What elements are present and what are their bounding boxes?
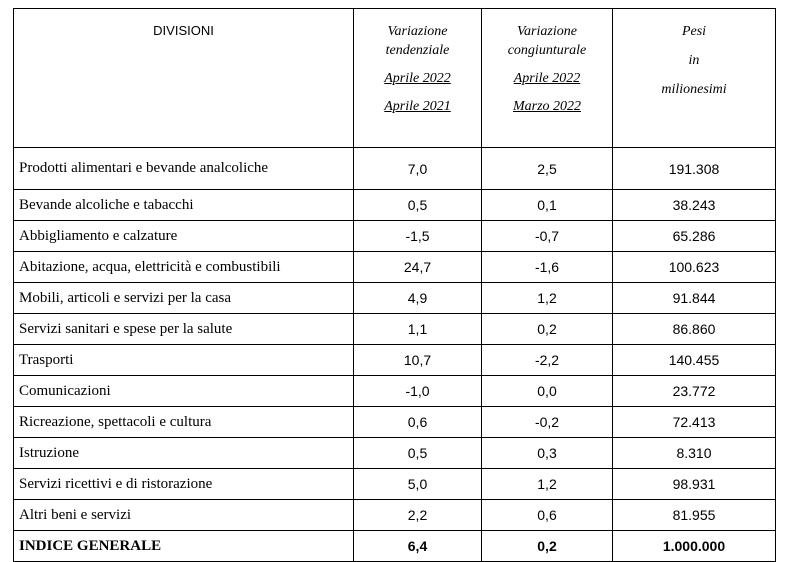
row-congiunturale: -2,2 bbox=[482, 345, 613, 376]
header-tendenziale-line2: tendenziale bbox=[385, 43, 450, 58]
row-divisione: Servizi sanitari e spese per la salute bbox=[14, 314, 354, 345]
header-tendenziale-line1: Variazione bbox=[387, 24, 448, 39]
row-pesi: 86.860 bbox=[613, 314, 776, 345]
row-tendenziale: 10,7 bbox=[354, 345, 482, 376]
row-tendenziale: 1,1 bbox=[354, 314, 482, 345]
table-row bbox=[14, 438, 776, 469]
row-tendenziale: 0,6 bbox=[354, 407, 482, 438]
header-congiunturale-line1: Variazione bbox=[517, 24, 577, 39]
table-row bbox=[14, 148, 776, 190]
table-header-row bbox=[14, 9, 776, 148]
row-divisione: Ricreazione, spettacoli e cultura bbox=[14, 407, 354, 438]
header-congiunturale bbox=[482, 9, 613, 148]
row-pesi: 65.286 bbox=[613, 221, 776, 252]
table-row bbox=[14, 407, 776, 438]
row-congiunturale: 2,5 bbox=[482, 148, 613, 190]
table-row bbox=[14, 283, 776, 314]
table-row bbox=[14, 252, 776, 283]
header-pesi bbox=[613, 9, 776, 148]
table-row bbox=[14, 221, 776, 252]
header-tendenziale-period-bottom: Aprile 2021 bbox=[384, 99, 451, 114]
table-row bbox=[14, 500, 776, 531]
row-divisione: Trasporti bbox=[14, 345, 354, 376]
row-tendenziale: 0,5 bbox=[354, 438, 482, 469]
table-row bbox=[14, 345, 776, 376]
header-tendenziale bbox=[354, 9, 482, 148]
row-pesi: 81.955 bbox=[613, 500, 776, 531]
row-congiunturale: 0,1 bbox=[482, 190, 613, 221]
table-row bbox=[14, 314, 776, 345]
row-congiunturale: -1,6 bbox=[482, 252, 613, 283]
row-congiunturale: 0,6 bbox=[482, 500, 613, 531]
total-tendenziale: 6,4 bbox=[354, 531, 482, 562]
total-row bbox=[14, 531, 776, 562]
header-pesi-line3: milionesimi bbox=[661, 82, 727, 97]
row-pesi: 72.413 bbox=[613, 407, 776, 438]
header-congiunturale-line2: congiunturale bbox=[507, 43, 587, 58]
row-tendenziale: 5,0 bbox=[354, 469, 482, 500]
total-pesi: 1.000.000 bbox=[613, 531, 776, 562]
row-divisione: Prodotti alimentari e bevande analcoliche bbox=[14, 148, 354, 190]
row-tendenziale: 2,2 bbox=[354, 500, 482, 531]
total-congiunturale: 0,2 bbox=[482, 531, 613, 562]
row-pesi: 98.931 bbox=[613, 469, 776, 500]
row-congiunturale: 0,3 bbox=[482, 438, 613, 469]
row-tendenziale: 7,0 bbox=[354, 148, 482, 190]
row-congiunturale: -0,2 bbox=[482, 407, 613, 438]
total-divisione: INDICE GENERALE bbox=[14, 531, 354, 562]
row-congiunturale: -0,7 bbox=[482, 221, 613, 252]
row-divisione: Mobili, articoli e servizi per la casa bbox=[14, 283, 354, 314]
row-pesi: 91.844 bbox=[613, 283, 776, 314]
table-row bbox=[14, 469, 776, 500]
row-pesi: 23.772 bbox=[613, 376, 776, 407]
row-divisione: Altri beni e servizi bbox=[14, 500, 354, 531]
row-tendenziale: -1,0 bbox=[354, 376, 482, 407]
row-divisione: Abitazione, acqua, elettricità e combustibili bbox=[14, 252, 354, 283]
table-row bbox=[14, 190, 776, 221]
cpi-divisions-table bbox=[13, 8, 776, 562]
row-pesi: 191.308 bbox=[613, 148, 776, 190]
header-tendenziale-period-top: Aprile 2022 bbox=[384, 71, 451, 86]
row-pesi: 100.623 bbox=[613, 252, 776, 283]
row-congiunturale: 1,2 bbox=[482, 469, 613, 500]
row-pesi: 8.310 bbox=[613, 438, 776, 469]
row-pesi: 38.243 bbox=[613, 190, 776, 221]
row-divisione: Bevande alcoliche e tabacchi bbox=[14, 190, 354, 221]
row-divisione: Servizi ricettivi e di ristorazione bbox=[14, 469, 354, 500]
row-tendenziale: 24,7 bbox=[354, 252, 482, 283]
header-pesi-line2: in bbox=[688, 53, 700, 68]
row-congiunturale: 0,0 bbox=[482, 376, 613, 407]
row-divisione: Istruzione bbox=[14, 438, 354, 469]
row-tendenziale: 0,5 bbox=[354, 190, 482, 221]
row-tendenziale: 4,9 bbox=[354, 283, 482, 314]
header-divisioni: DIVISIONI bbox=[14, 9, 354, 148]
row-congiunturale: 0,2 bbox=[482, 314, 613, 345]
table-row bbox=[14, 376, 776, 407]
row-pesi: 140.455 bbox=[613, 345, 776, 376]
row-tendenziale: -1,5 bbox=[354, 221, 482, 252]
header-congiunturale-period-top: Aprile 2022 bbox=[513, 71, 581, 86]
row-congiunturale: 1,2 bbox=[482, 283, 613, 314]
row-divisione: Comunicazioni bbox=[14, 376, 354, 407]
row-divisione: Abbigliamento e calzature bbox=[14, 221, 354, 252]
header-pesi-line1: Pesi bbox=[681, 24, 707, 39]
header-congiunturale-period-bottom: Marzo 2022 bbox=[512, 99, 582, 114]
